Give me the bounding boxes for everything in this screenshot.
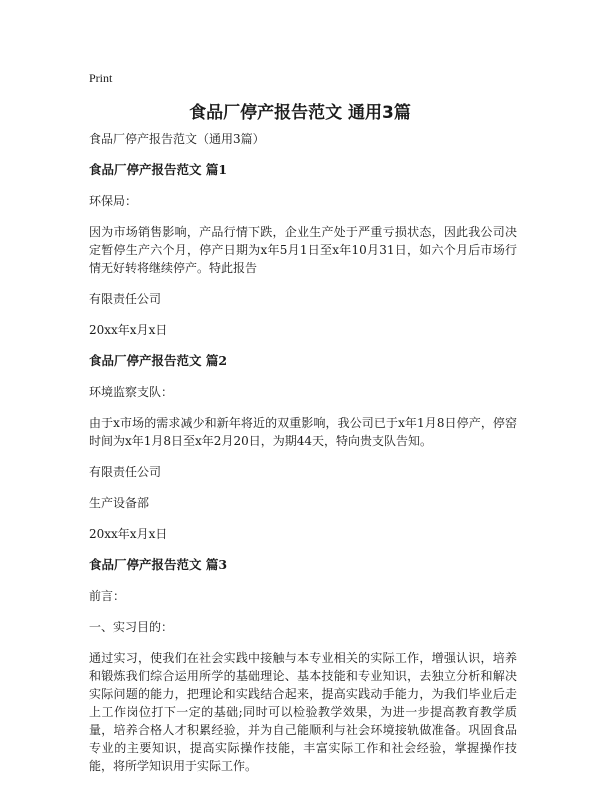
section-heading-2: 食品厂停产报告范文 篇2 xyxy=(89,353,228,368)
section-2-department: 生产设备部 xyxy=(89,496,150,510)
section-2-recipient: 环境监察支队： xyxy=(89,385,174,399)
section-2-company: 有限责任公司 xyxy=(89,465,162,479)
document-body xyxy=(89,130,517,788)
section-3-intro: 前言： xyxy=(89,589,126,603)
section-1-company: 有限责任公司 xyxy=(89,292,162,306)
page-title: 食品厂停产报告范文 通用3篇 xyxy=(189,103,411,123)
print-label: Print xyxy=(89,71,113,85)
section-2-body: 由于x市场的需求减少和新年将近的双重影响，我公司已于x年1月8日停产，停窑时间为x年1月8日至x年2月20日，为期44天，特向贵支队告知。 xyxy=(89,416,517,448)
section-3-subheading: 一、实习目的： xyxy=(89,620,174,634)
section-1-body: 因为市场销售影响，产品行情下跌，企业生产处于严重亏损状态，因此我公司决定暂停生产六个月，停产日期为x年5月1日至x年10月31日，如六个月后市场行情无好转将继续停产。特此报告 xyxy=(89,225,517,275)
section-2-date: 20xx年x月x日 xyxy=(89,527,168,541)
section-3-body: 通过实习，使我们在社会实践中接触与本专业相关的实际工作，增强认识，培养和锻炼我们综合运用所学的基础理论、基本技能和专业知识，去独立分析和解决实际问题的能力，把理论和实践结合起来，提高实践动手能力，为我们毕业后走上工作岗位打下一定的基础;同时可以检验教学效果，为进一步提高教育教学质量，培养合格人才积累经验，并为自己能顺利与社会环境接轨做准备。巩固食品专业的主要知识，提高实际操作技能，丰富实际工作和社会经验，掌握操作技能，将所学知识用于实际工作。 xyxy=(89,651,517,773)
section-heading-3: 食品厂停产报告范文 篇3 xyxy=(89,557,228,572)
section-heading-1: 食品厂停产报告范文 篇1 xyxy=(89,162,228,177)
section-1-date: 20xx年x月x日 xyxy=(89,323,168,337)
document-subtitle: 食品厂停产报告范文（通用3篇） xyxy=(89,132,265,146)
section-1-recipient: 环保局： xyxy=(89,194,138,208)
